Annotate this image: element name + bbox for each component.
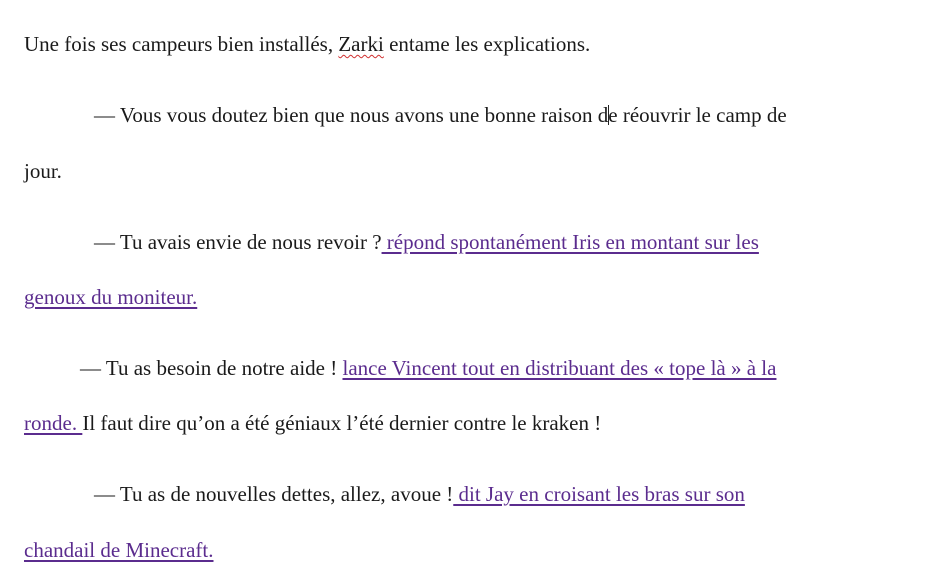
paragraph-2-line-1[interactable] (94, 102, 787, 128)
paragraph-3-line-2[interactable] (24, 284, 197, 310)
text-run: — Tu as de nouvelles dettes, allez, avoue ! (94, 482, 454, 506)
paragraph-4-line-2[interactable] (24, 410, 601, 436)
text-run: e réouvrir le camp de (608, 103, 787, 127)
tracked-insertion[interactable]: ronde. (24, 411, 83, 435)
text-run: Il faut dire qu’on a été géniaux l’été dernier contre le kraken ! (82, 411, 602, 435)
paragraph-1-line-1[interactable] (24, 31, 590, 57)
paragraph-3-line-1[interactable] (94, 229, 759, 255)
paragraph-4-line-1[interactable] (80, 355, 776, 381)
tracked-insertion[interactable]: genoux du moniteur. (24, 285, 198, 309)
paragraph-5-line-2[interactable] (24, 537, 214, 563)
text-run: — Tu avais envie de nous revoir ? (94, 230, 382, 254)
tracked-insertion[interactable]: chandail de Minecraft. (24, 538, 214, 562)
tracked-insertion[interactable]: dit Jay en croisant les bras sur son (453, 482, 745, 506)
text-run: — Tu as besoin de notre aide ! (80, 356, 343, 380)
paragraph-2-line-2[interactable] (24, 158, 62, 184)
tracked-insertion[interactable]: lance Vincent tout en distribuant des « tope là » à la (342, 356, 777, 380)
text-run: — Vous vous doutez bien que nous avons une bonne raison d (94, 103, 609, 127)
tracked-insertion[interactable]: répond spontanément Iris en montant sur les (381, 230, 759, 254)
paragraph-5-line-1[interactable] (94, 481, 745, 507)
text-run: Une fois ses campeurs bien installés, (24, 32, 339, 56)
text-run: jour. (24, 159, 62, 183)
spellcheck-flagged-word[interactable]: Zarki (338, 32, 384, 56)
text-run: entame les explications. (383, 32, 591, 56)
